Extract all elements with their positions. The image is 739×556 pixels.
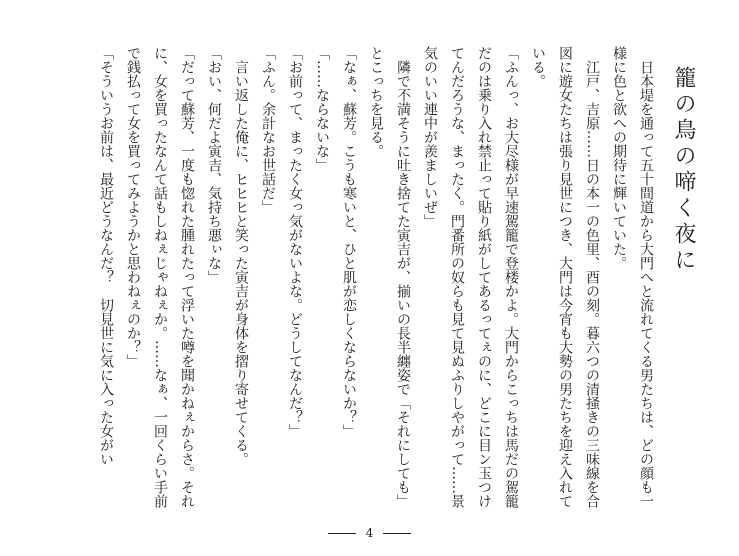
paragraph: 隣で不満そうに吐き捨てた寅吉が、揃いの長半纏姿で「それにしても」とこっちを見る。 [368, 46, 411, 508]
paragraph: 「なぁ、蘇芳。こうも寒いと、ひと肌が恋しくならないか？」 [341, 46, 357, 438]
footer-rule-right [383, 533, 411, 534]
paragraph: 「だって蘇芳、一度も惚れた腫れたって浮いた噂を聞かねぇからさ。それに、女を買ったなんて話もしねぇじゃねぇか。……なぁ、一回くらい手前で銭払って女を買ってみようかと思わねぇのか？」 [125, 46, 195, 508]
chapter-title: 籠の鳥の啼く夜に [671, 66, 696, 274]
paragraph: 「おい、何だよ寅吉、気持ち悪ぃな」 [206, 46, 222, 284]
paragraph: 日本堤を通って五十間道から大門へと流れてくる男たちは、どの顔も一様に色と欲への期待に輝いていた。 [611, 46, 654, 508]
body-text [55, 46, 659, 514]
page-footer [0, 526, 739, 540]
paragraph: 「ふんっ、お大尽様が早速駕籠で登楼かよ。大門からこっちは馬だの駕籠だのは乗り入れ禁止って貼り紙がしてあるってぇのに、どこに目ン玉つけてんだろうな、まったく。門番所の奴らも見て見ぬふりしやがって……景気のいい連中が羨ましいぜ」 [422, 46, 519, 508]
paragraph: 言い返した俺に、ヒヒヒと笑った寅吉が身体を摺り寄せてくる。 [233, 60, 249, 466]
page-number: 4 [365, 526, 374, 540]
paragraph: 「ふん。余計なお世話だ」 [260, 46, 276, 214]
footer-rule-left [328, 533, 356, 534]
paragraph: 江戸、吉原……日の本一の色里、酉の刻。暮六つの清掻きの三味線を合図に遊女たちは張り見世につき、大門は今宵も大勢の男たちを迎え入れている。 [530, 46, 600, 508]
paragraph: 「お前って、まったく女っ気がないよな。どうしてなんだ？」 [287, 46, 303, 438]
paragraph: 「……ならないな」 [314, 46, 330, 172]
paragraph: 「そういうお前は、最近どうなんだ？ 切見世に気に入った女がい [98, 46, 114, 466]
